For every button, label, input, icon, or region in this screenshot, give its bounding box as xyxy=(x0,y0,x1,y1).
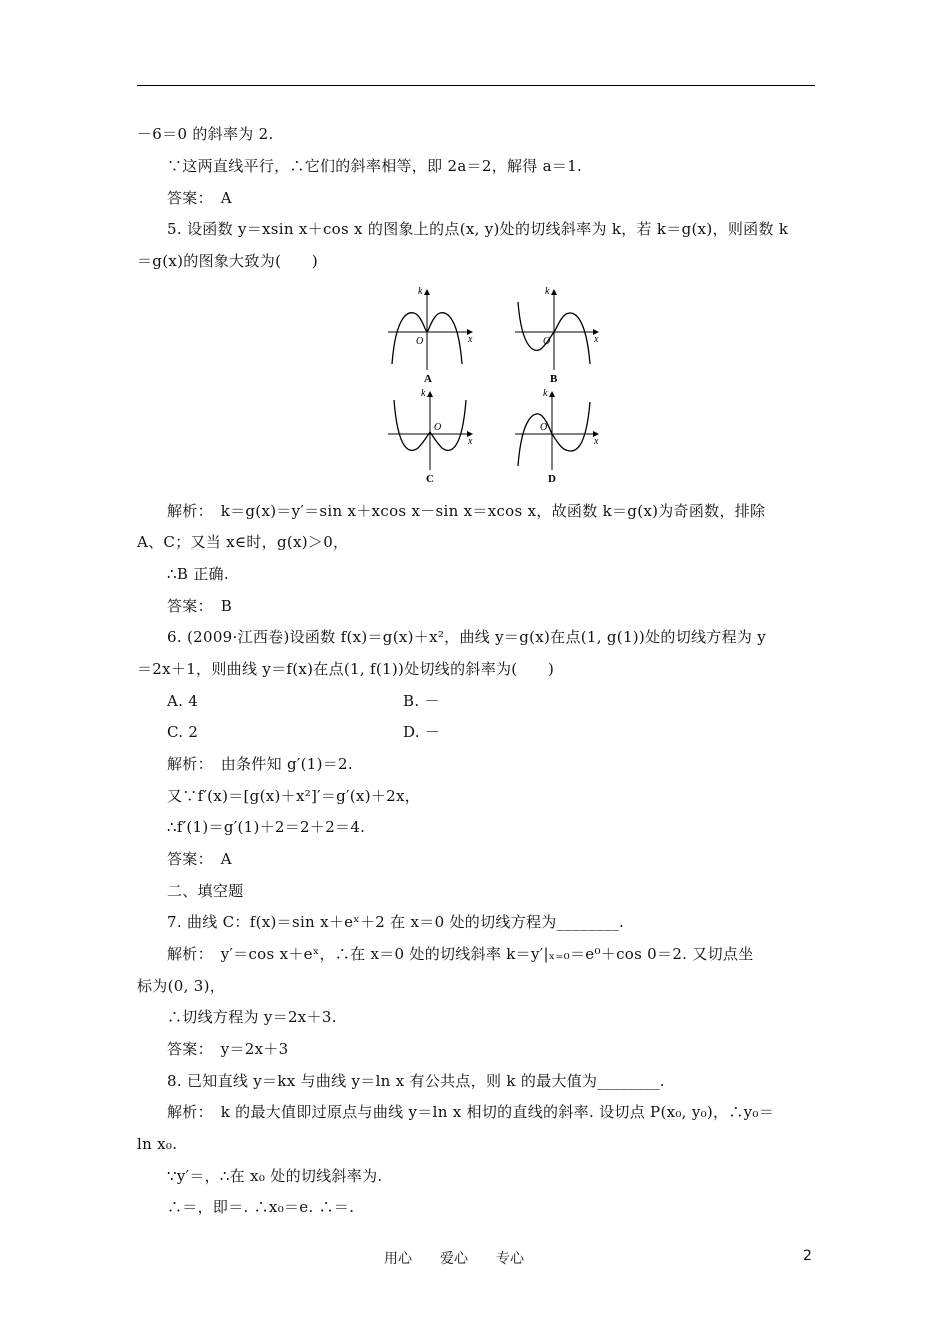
text-line: 答案： A xyxy=(167,850,232,868)
text-line: ∴切线方程为 y＝2x＋3. xyxy=(167,1008,337,1026)
text-line: 答案： B xyxy=(167,597,233,615)
origin-label: O xyxy=(434,422,442,433)
text-line: ∵这两直线平行，∴它们的斜率相等，即 2a＝2，解得 a＝1. xyxy=(167,157,583,175)
question-7: 7. 曲线 C：f(x)＝sin x＋eˣ＋2 在 x＝0 处的切线方程为________. xyxy=(167,913,625,931)
text-line: 解析： y′＝cos x＋eˣ，∴在 x＝0 处的切线斜率 k＝y′|ₓ₌₀＝e⁰＋cos 0＝2. 又切点坐 xyxy=(167,945,754,963)
text-line: ∴f′(1)＝g′(1)＋2＝2＋2＝4. xyxy=(167,818,366,836)
origin-label: O xyxy=(416,336,424,347)
section-heading: 二、填空题 xyxy=(167,882,244,900)
text-line: ∴＝，即＝. ∴x₀＝e. ∴＝. xyxy=(167,1198,355,1216)
text-line: ＝g(x)的图象大致为( ) xyxy=(137,252,318,270)
k-axis-label: k xyxy=(543,388,548,399)
choice-a: A. 4 xyxy=(167,692,199,710)
question-8: 8. 已知直线 y＝kx 与曲线 y＝ln x 有公共点，则 k 的最大值为________. xyxy=(167,1072,665,1090)
origin-label: O xyxy=(543,336,551,347)
k-axis-label: k xyxy=(545,286,550,297)
graph-label-a: A xyxy=(424,373,432,385)
graph-label-c: C xyxy=(426,473,434,485)
text-line: ∵y′＝，∴在 x₀ 处的切线斜率为. xyxy=(167,1167,383,1185)
graph-c xyxy=(388,388,473,485)
text-line: 答案： A xyxy=(167,189,232,207)
text-line: 解析： k 的最大值即过原点与曲线 y＝ln x 相切的直线的斜率. 设切点 P(x₀, y₀)，∴y₀＝ xyxy=(167,1103,775,1121)
page-number: 2 xyxy=(803,1248,812,1264)
x-axis-label: x xyxy=(468,334,473,345)
text-line: 解析： 由条件知 g′(1)＝2. xyxy=(167,755,353,773)
choice-b: B. － xyxy=(403,692,440,710)
text-line: －6＝0 的斜率为 2. xyxy=(137,125,274,143)
text-line: A、C；又当 x∈时，g(x)＞0， xyxy=(137,533,349,551)
text-line: ＝2x＋1，则曲线 y＝f(x)在点(1, f(1))处切线的斜率为( ) xyxy=(137,660,555,678)
x-axis-label: x xyxy=(594,334,599,345)
k-axis-label: k xyxy=(421,388,426,399)
graph-d xyxy=(515,388,599,485)
text-line: ln x₀. xyxy=(137,1135,178,1153)
graph-b xyxy=(515,286,599,385)
question-5: 5. 设函数 y＝xsin x＋cos x 的图象上的点(x, y)处的切线斜率为 k，若 k＝g(x)，则函数 k xyxy=(167,220,789,238)
k-axis-label: k xyxy=(418,286,423,297)
footer-text: 用心 爱心 专心 xyxy=(384,1251,524,1267)
choice-d: D. － xyxy=(403,723,441,741)
question-6: 6. (2009·江西卷)设函数 f(x)＝g(x)＋x²，曲线 y＝g(x)在点(1, g(1))处的切线方程为 y xyxy=(167,628,767,646)
text-line: 答案： y＝2x＋3 xyxy=(167,1040,289,1058)
graph-a xyxy=(388,286,473,385)
graph-label-d: D xyxy=(548,473,556,485)
x-axis-label: x xyxy=(594,436,599,447)
graph-label-b: B xyxy=(550,373,558,385)
text-line: ∴B 正确. xyxy=(167,565,229,583)
text-line: 又∵f′(x)＝[g(x)＋x²]′＝g′(x)＋2x， xyxy=(167,787,421,805)
text-line: 解析： k＝g(x)＝y′＝sin x＋xcos x－sin x＝xcos x，故函数 k＝g(x)为奇函数，排除 xyxy=(167,502,766,520)
text-line: 标为(0, 3)， xyxy=(137,977,226,995)
choice-c: C. 2 xyxy=(167,723,199,741)
origin-label: O xyxy=(540,422,548,433)
figure-graphs xyxy=(380,282,610,487)
header-rule xyxy=(137,85,815,86)
x-axis-label: x xyxy=(468,436,473,447)
